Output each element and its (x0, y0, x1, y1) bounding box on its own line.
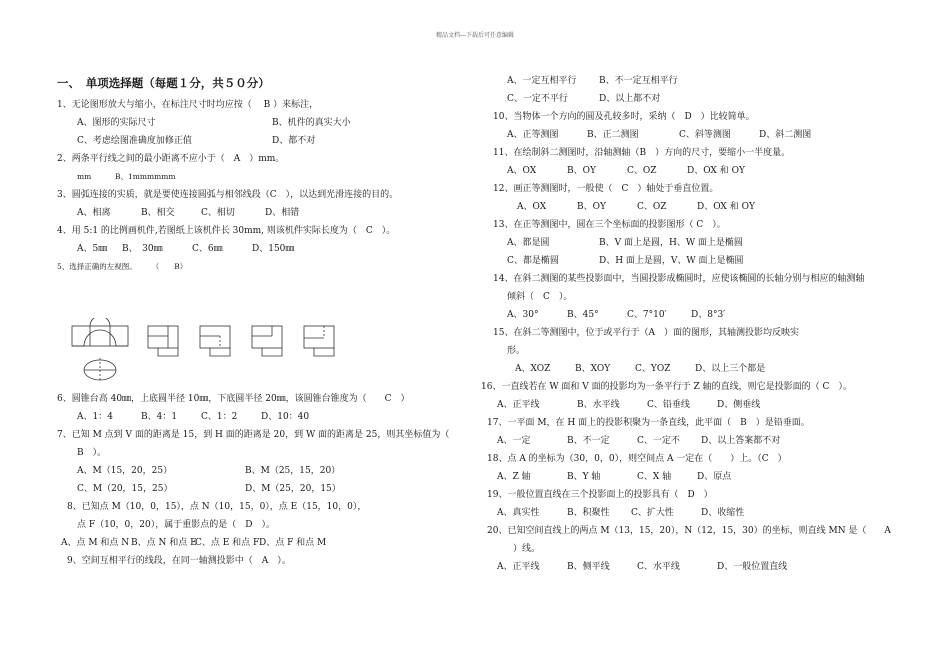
option-d: D、侧垂线 (717, 400, 761, 410)
question-6-options (57, 408, 442, 426)
question-17: 17、一平面 M，在 H 面上的投影积聚为一条直线，此平面（ B ）是铅垂面。 (487, 418, 810, 428)
option-b: B、机件的真实大小 (272, 118, 351, 128)
question-3-options (57, 204, 442, 222)
option-d: D、H 面上是圆，V、W 面上是椭圆 (599, 256, 744, 266)
question-10-options (487, 126, 907, 144)
option-c: C、扩大性 (631, 508, 674, 518)
question-14-cont: 倾斜（ C ）。 (507, 292, 573, 302)
option-c: C、1：2 (201, 412, 238, 422)
question-7-options-ab (57, 462, 442, 480)
option-c: C、X 轴 (637, 472, 672, 482)
option-d: D、相错 (265, 208, 300, 218)
question-11: 11、在绘制斜二测图时，沿轴测轴（B ）方向的尺寸，要缩小一半度量。 (493, 148, 791, 158)
question-7-options-cd (57, 480, 442, 498)
option-c: C、OZ (637, 202, 667, 212)
option-view-d (304, 326, 334, 356)
option-view-c (252, 326, 282, 356)
option-d: D、OX 和 OY (697, 202, 755, 212)
option-d: D、收缩性 (701, 508, 745, 518)
section-title: 一、 单项选择题（每题１分，共５０分） (57, 76, 270, 90)
question-13: 13、在正等测图中，圆在三个坐标面的投影图形（ C ）。 (493, 220, 726, 230)
option-c: C、都是椭圆 (507, 256, 559, 266)
given-views (72, 318, 128, 382)
option-b: B、1mmmmmm (115, 172, 176, 181)
option-c: C、M（20，15，25） (77, 484, 173, 494)
question-19: 19、一般位置直线在三个投影面上的投影具有（ D ） (487, 490, 713, 500)
question-8-options (57, 534, 442, 552)
option-a: A、相离 (77, 208, 111, 218)
question-16-options (487, 396, 907, 414)
question-18-options (487, 468, 907, 486)
question-6: 6、圆锥台高 40㎜，上底圆半径 10㎜，下底圆半径 20㎜，该圆锥台锥度为（ C ） (57, 394, 410, 404)
option-c: C、考虑绘图准确度加修正值 (77, 136, 192, 146)
question-9: 9、空间互相平行的线段，在同一轴测投影中（ A ）。 (67, 556, 291, 566)
option-a: mm (77, 172, 92, 181)
option-a: A、OX (517, 202, 547, 212)
option-d: D、8°3′ (691, 310, 726, 320)
question-9-options-cd (487, 90, 907, 108)
left-view-figure (70, 318, 350, 388)
option-c: C、7°10′ (627, 310, 667, 320)
question-20: 20、已知空间直线上的两点 M（13，15，20），N（12，15，30）的坐标，则直线 MN 是（ A (487, 526, 891, 536)
question-13-options-cd (487, 252, 907, 270)
question-1-options-ab (57, 114, 442, 132)
question-1-options-cd (57, 132, 442, 150)
question-8-cont: 点 F（10，0，20），属于重影点的是（ D ）。 (77, 520, 275, 530)
question-13-options-ab (487, 234, 907, 252)
question-18: 18、点 A 的坐标为（30，0，0），则空间点 A 一定在（ ）上。（C ） (487, 454, 787, 464)
option-a: A、图形的实际尺寸 (77, 118, 156, 128)
question-12-options (487, 198, 907, 216)
option-a: A、一定 (497, 436, 531, 446)
option-d: D、斜二测图 (759, 130, 812, 140)
option-a: A、5㎜ (77, 244, 108, 254)
option-c: C、点 E 和点 F (195, 538, 260, 548)
option-a: A、OX (507, 166, 537, 176)
question-7-cont: B ）。 (77, 448, 107, 458)
option-d: D、10：40 (261, 412, 310, 422)
option-d: D、M（25，20，15） (245, 484, 341, 494)
option-b: B、水平线 (577, 400, 620, 410)
option-b: B、M（25，15，20） (245, 466, 341, 476)
header-note: 精品文档---下载后可任意编辑 (435, 32, 515, 39)
right-column (481, 72, 907, 576)
question-14-options (487, 306, 907, 324)
option-d: D、一般位置直线 (717, 562, 788, 572)
option-b: B、不一定互相平行 (599, 76, 678, 86)
question-3: 3、圆弧连接的实质，就是要使连接圆弧与相邻线段（C ），以达到光滑连接的目的。 (57, 190, 399, 200)
option-c: C、YOZ (635, 364, 671, 374)
option-b: B、Y 轴 (567, 472, 601, 482)
question-15-cont: 形。 (507, 346, 526, 356)
option-d: D、以上答案都不对 (701, 436, 781, 446)
option-a: A、M（15，20，25） (77, 466, 173, 476)
option-c: C、OZ (627, 166, 657, 176)
option-b: B、OY (567, 166, 596, 176)
option-a: A、一定互相平行 (507, 76, 577, 86)
option-d: D、150㎜ (252, 244, 295, 254)
option-b: B、点 N 和点 E (131, 538, 197, 548)
option-a: A、1：4 (77, 412, 113, 422)
option-b: B、 30㎜ (122, 244, 163, 254)
option-a: A、30° (507, 310, 539, 320)
question-7: 7、已知 M 点到 V 面的距离是 15，到 H 面的距离是 20，到 W 面的距离是 25，则其坐标值为（ (57, 430, 450, 440)
option-a: A、点 M 和点 N (61, 538, 130, 548)
question-9-options-ab (487, 72, 907, 90)
option-b: B、正二测图 (587, 130, 639, 140)
question-4-options (57, 240, 442, 258)
option-c: C、一定不平行 (507, 94, 568, 104)
question-20-cont: ）线。 (513, 544, 541, 554)
option-b: B、OY (577, 202, 606, 212)
option-a: A、XOZ (515, 364, 551, 374)
option-a: A、正等测图 (507, 130, 559, 140)
option-c: C、铅垂线 (647, 400, 690, 410)
option-b: B、4：1 (141, 412, 178, 422)
question-1: 1、无论图形放大与缩小，在标注尺寸时均应按（ B ）来标注， (57, 100, 319, 110)
question-11-options (487, 162, 907, 180)
question-4: 4、用 5:1 的比例画机件,若图纸上该机件长 30mm, 则该机件实际长度为（ C ）。 (57, 226, 396, 236)
option-a: A、正平线 (497, 562, 540, 572)
option-a: A、都是圆 (507, 238, 550, 248)
option-b: B、侧平线 (567, 562, 610, 572)
option-d: D、以上三个都是 (695, 364, 766, 374)
option-c: C、斜等测图 (679, 130, 731, 140)
option-b: B、V 面上是圆，H、W 面上是椭圆 (599, 238, 743, 248)
option-c: C、水平线 (637, 562, 680, 572)
option-d: D、点 F 和点 M (259, 538, 327, 548)
question-17-options (487, 432, 907, 450)
question-8: 8、已知点 M（10，0，15），点 N（10，15，0），点 E（15，10，0）， (67, 502, 367, 512)
question-19-options (487, 504, 907, 522)
question-15-options (487, 360, 907, 378)
question-14: 14、在斜二测图的某些投影面中，当圆投影成椭圆时，应使该椭圆的长轴分别与相应的轴测轴 (493, 274, 865, 284)
question-2-options (57, 168, 442, 186)
option-b: B、45° (567, 310, 599, 320)
option-c: C、6㎜ (192, 244, 223, 254)
option-a: A、正平线 (497, 400, 540, 410)
question-2: 2、两条平行线之间的最小距离不应小于（ A ）mm。 (57, 154, 285, 164)
option-d: D、OX 和 OY (687, 166, 745, 176)
option-d: D、都不对 (272, 136, 316, 146)
question-16: 16、一直线若在 W 面和 V 面的投影均为一条平行于 Z 轴的直线，则它是投影面的（ C ）。 (481, 382, 852, 392)
option-view-a (148, 326, 178, 356)
option-b: B、积聚性 (567, 508, 610, 518)
question-10: 10、当物体一个方向的圆及孔较多时，采纳（ D ）比较简单。 (493, 112, 755, 122)
option-d: D、以上都不对 (599, 94, 661, 104)
option-b: B、XOY (575, 364, 611, 374)
question-5: 5、选择正确的左视图。 （ B） (57, 262, 188, 271)
option-b: B、不一定 (567, 436, 610, 446)
question-12: 12、画正等测图时，一般使（ C ）轴处于垂直位置。 (493, 184, 719, 194)
option-a: A、Z 轴 (497, 472, 531, 482)
option-b: B、相交 (141, 208, 175, 218)
question-20-options (487, 558, 907, 576)
option-d: D、原点 (697, 472, 732, 482)
option-view-b (200, 326, 230, 356)
question-15: 15、在斜二等测图中，位于或平行于（A ）面的图形，其轴测投影均反映实 (493, 328, 799, 338)
option-a: A、真实性 (497, 508, 540, 518)
option-c: C、一定不 (637, 436, 680, 446)
option-c: C、相切 (201, 208, 235, 218)
